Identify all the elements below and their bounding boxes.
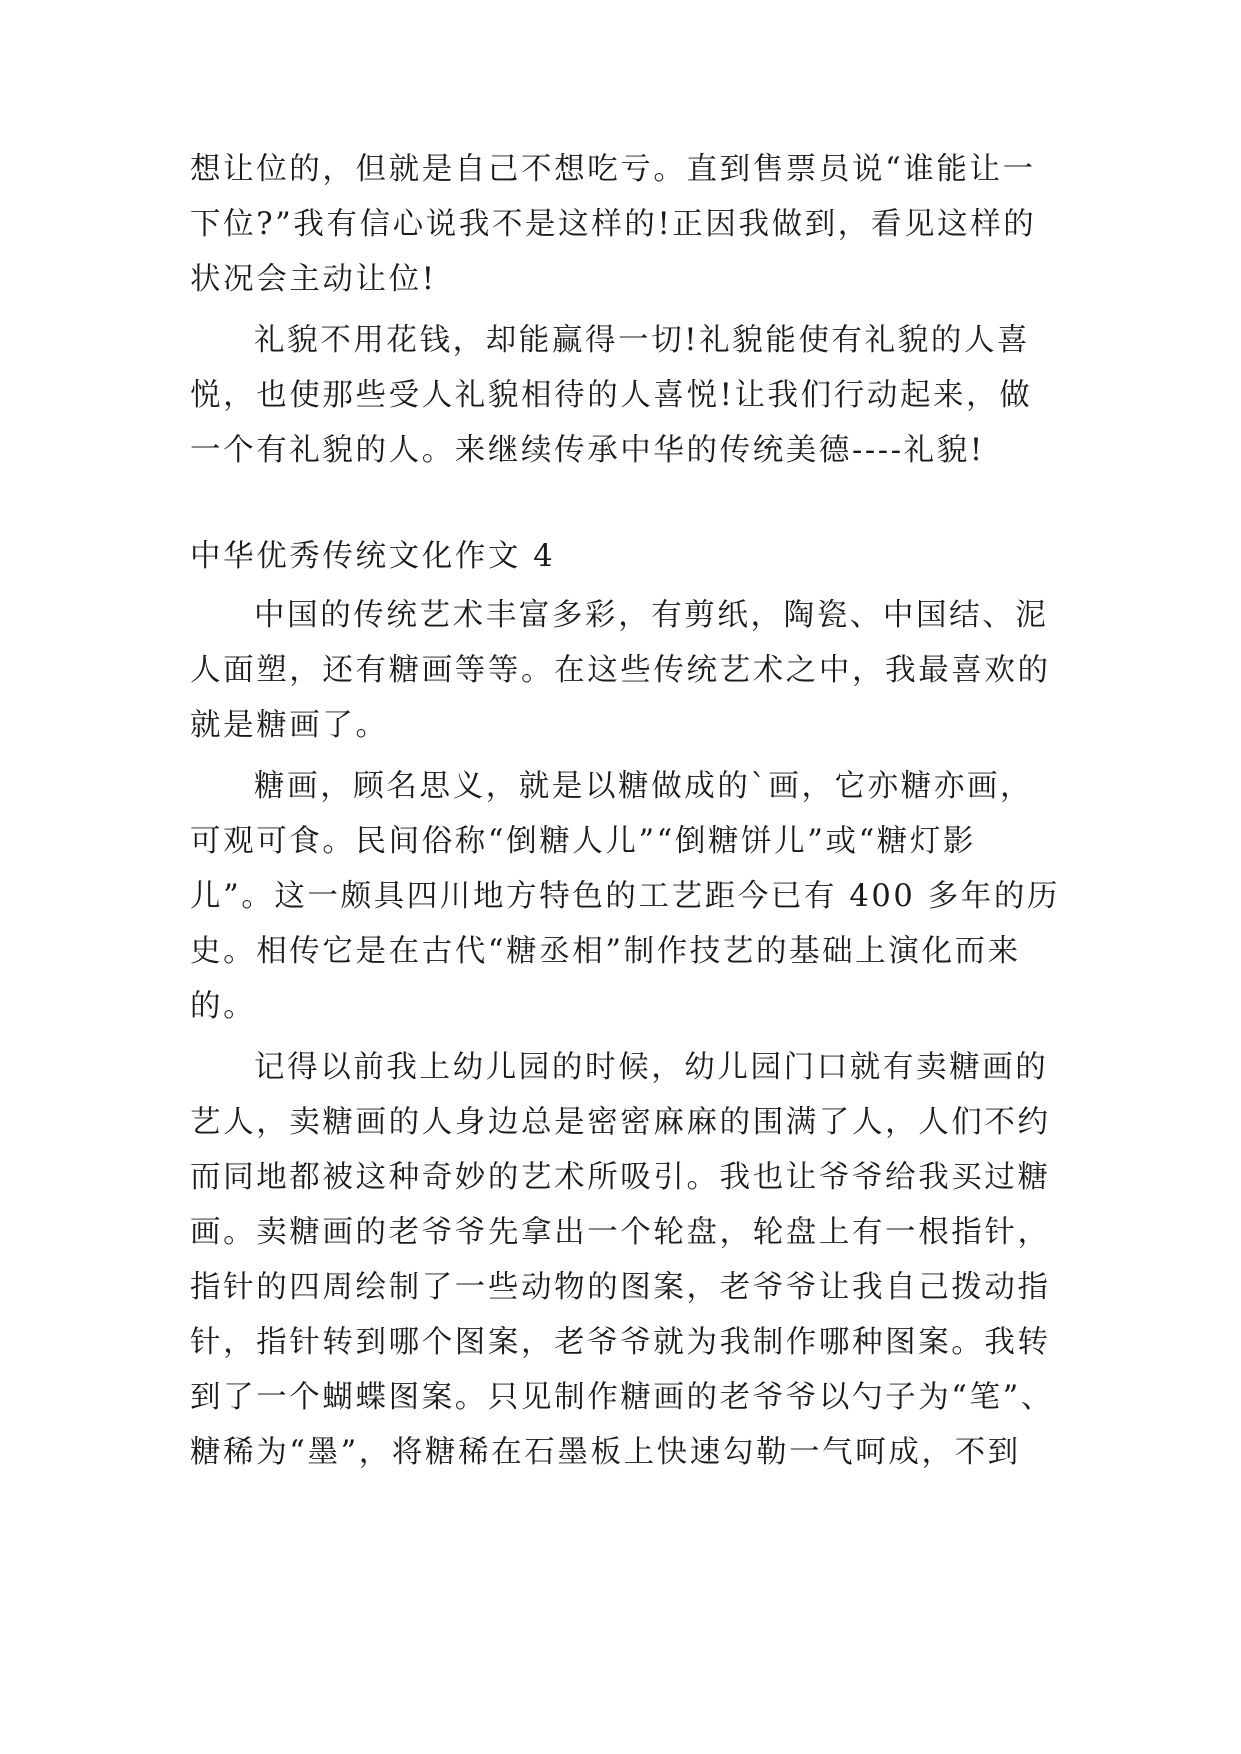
text-line: 下位?”我有信心说我不是这样的!正因我做到，看见这样的: [190, 207, 1037, 242]
text-line: 到了一个蝴蝶图案。只见制作糖画的老爷爷以勺子为“笔”、: [190, 1380, 1054, 1415]
text-line: 可观可食。民间俗称“倒糖人儿”“倒糖饼儿”或“糖灯影: [190, 824, 977, 859]
text-line: 艺人，卖糖画的人身边总是密密麻麻的围满了人，人们不约: [190, 1105, 1051, 1140]
text-line: 礼貌不用花钱，却能赢得一切!礼貌能使有礼貌的人喜: [254, 323, 1031, 358]
text-line: 记得以前我上幼儿园的时候，幼儿园门口就有卖糖画的: [254, 1050, 1049, 1085]
text-line: 就是糖画了。: [190, 708, 389, 743]
text-line: 针，指针转到哪个图案，老爷爷就为我制作哪种图案。我转: [190, 1325, 1051, 1360]
text-line: 糖稀为“墨”，将糖稀在石墨板上快速勾勒一气呵成，不到: [190, 1435, 1021, 1470]
text-line: 画。卖糖画的老爷爷先拿出一个轮盘，轮盘上有一根指针，: [190, 1215, 1051, 1250]
text-line: 悦，也使那些受人礼貌相待的人喜悦!让我们行动起来，做: [190, 378, 1033, 413]
text-line: 想让位的，但就是自己不想吃亏。直到售票员说“谁能让一: [190, 152, 1036, 187]
section-heading: 中华优秀传统文化作文 4: [190, 539, 556, 574]
text-line: 中国的传统艺术丰富多彩，有剪纸，陶瓷、中国结、泥: [254, 598, 1049, 633]
text-line: 一个有礼貌的人。来继续传承中华的传统美德----礼貌!: [190, 433, 985, 468]
text-line: 糖画，顾名思义，就是以糖做成的`画，它亦糖亦画，: [254, 769, 1034, 804]
text-line: 人面塑，还有糖画等等。在这些传统艺术之中，我最喜欢的: [190, 653, 1051, 688]
text-line: 状况会主动让位!: [190, 262, 437, 297]
text-line: 儿”。这一颇具四川地方特色的工艺距今已有 400 多年的历: [190, 879, 1061, 914]
text-line: 指针的四周绘制了一些动物的图案，老爷爷让我自己拨动指: [190, 1270, 1051, 1305]
text-line: 而同地都被这种奇妙的艺术所吸引。我也让爷爷给我买过糖: [190, 1160, 1051, 1195]
text-line: 的。: [190, 989, 257, 1024]
text-line: 史。相传它是在古代“糖丞相”制作技艺的基础上演化而来: [190, 934, 1021, 969]
document-page: [190, 0, 1061, 1754]
